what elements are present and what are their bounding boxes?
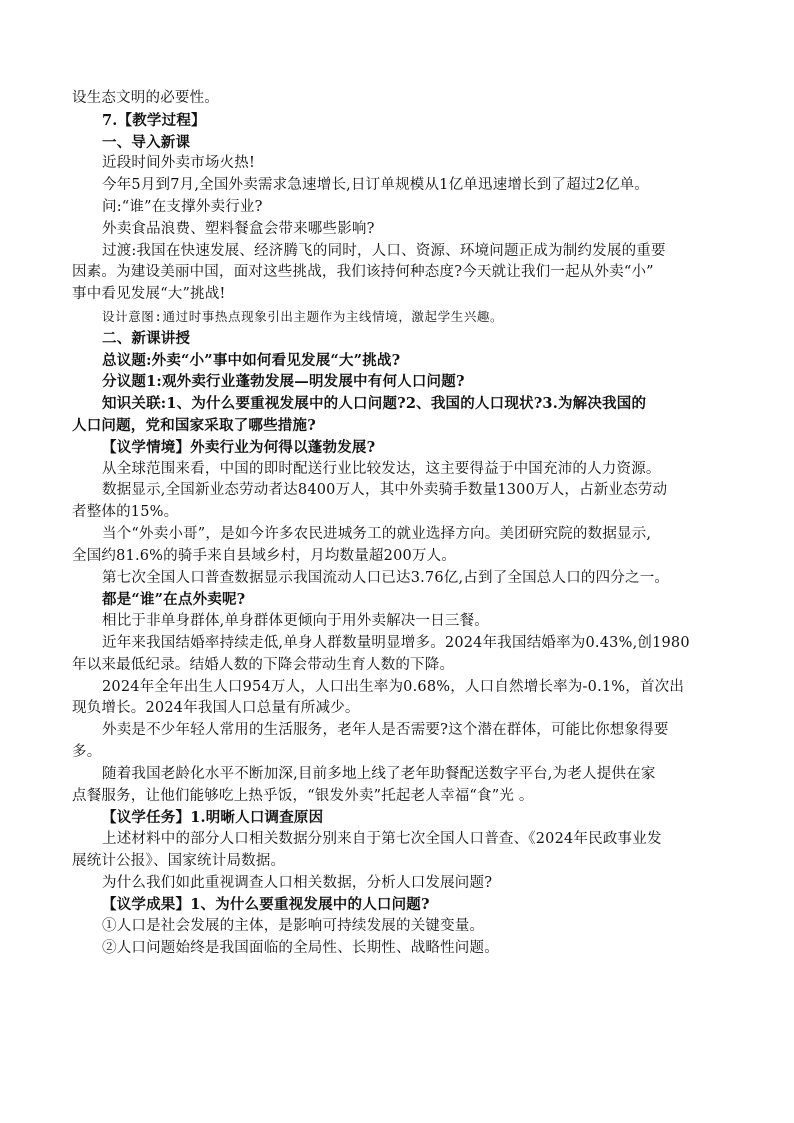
task-heading: 【议学任务】1.明晰人口调查原因 [102,809,324,827]
paragraph: 当个“外卖小哥”，是如今许多农民进城务工的就业选择方向。美团研究院的数据显示, [102,525,652,542]
paragraph: 近年来我国结婚率持续走低,单身人群数量明显增多。2024年我国结婚率为0.43%,创1980 [102,634,690,651]
document-page [72,88,728,960]
section-heading: 一、导入新课 [102,133,191,151]
paragraph-continued: 事中看见发展“大”挑战! [72,286,226,303]
question-heading: 都是“谁”在点外卖呢? [102,591,246,609]
knowledge-link-continued: 人口问题，党和国家采取了哪些措施? [72,416,316,434]
paragraph: 相比于非单身群体,单身群体更倾向于用外卖解决一日三餐。 [102,613,490,630]
paragraph-continued: 全国约81.6%的骑手来自县域乡村，月均数量超200万人。 [72,547,457,564]
paragraph-continued: 展统计公报》、国家统计局数据。 [72,852,286,869]
list-item: ②人口问题始终是我国面临的全局性、长期性、战略性问题。 [102,940,499,957]
result-heading: 【议学成果】1、为什么要重视发展中的人口问题? [102,896,430,914]
sub-topic: 分议题1:观外卖行业蓬勃发展—明发展中有何人口问题? [102,373,465,391]
main-topic: 总议题:外卖“小”事中如何看见发展“大”挑战? [102,351,401,369]
paragraph: 从全球范围来看，中国的即时配送行业比较发达，这主要得益于中国充沛的人力资源。 [102,460,661,477]
text-line: 设生态文明的必要性。 [72,90,219,106]
list-item: ①人口是社会发展的主体，是影响可持续发展的关键变量。 [102,918,485,935]
paragraph-continued: 点餐服务，让他们能够吃上热乎饭，“银发外卖”托起老人幸福“食”光 。 [72,787,534,804]
paragraph: 上述材料中的部分人口相关数据分别来自于第七次全国人口普查、《2024年民政事业发 [102,831,662,848]
paragraph: 外卖是不少年轻人常用的生活服务，老年人是否需要?这个潜在群体，可能比你想象得要 [102,722,669,739]
knowledge-link: 知识关联:1、为什么要重视发展中的人口问题?2、我国的人口现状?3.为解决我国的 [102,395,647,413]
paragraph: 近段时间外卖市场火热! [102,155,256,172]
paragraph-continued: 年以来最低纪录。结婚人数的下降会带动生育人数的下降。 [72,656,455,673]
section-heading: 二、新课讲授 [102,329,191,347]
paragraph-continued: 因素。为建设美丽中国，面对这些挑战，我们该持何种态度?今天就让我们一起从外卖“小” [72,264,654,281]
paragraph: 外卖食品浪费、塑料餐盒会带来哪些影响? [102,220,375,237]
paragraph: 第七次全国人口普查数据显示我国流动人口已达3.76亿,占到了全国总人口的四分之一。 [102,569,670,586]
design-intent-note: 设计意图:通过时事热点现象引出主题作为主线情境，激起学生兴趣。 [102,308,504,324]
paragraph: 今年5月到7月,全国外卖需求急速增长,日订单规模从1亿单迅速增长到了超过2亿单。 [102,177,650,194]
paragraph: 2024年全年出生人口954万人，人口出生率为0.68%，人口自然增长率为-0.1%，首次出 [102,678,685,695]
paragraph-continued: 多。 [72,743,102,760]
paragraph-continued: 现负增长。2024年我国人口总量有所减少。 [72,700,360,717]
section-heading: 7.【教学过程】 [102,111,206,129]
paragraph: 为什么我们如此重视调查人口相关数据，分析人口发展问题? [102,874,493,891]
paragraph: 数据显示,全国新业态劳动者达8400万人，其中外卖骑手数量1300万人，占新业态劳动 [102,482,668,499]
paragraph: 随着我国老龄化水平不断加深,目前多地上线了老年助餐配送数字平台,为老人提供在家 [102,765,656,782]
paragraph: 过渡:我国在快速发展、经济腾飞的同时，人口、资源、环境问题正成为制约发展的重要 [102,242,666,259]
paragraph: 问:“谁”在支撑外卖行业? [102,198,263,215]
scenario-heading: 【议学情境】外卖行业为何得以蓬勃发展? [102,438,376,456]
paragraph-continued: 者整体的15%。 [72,504,179,521]
